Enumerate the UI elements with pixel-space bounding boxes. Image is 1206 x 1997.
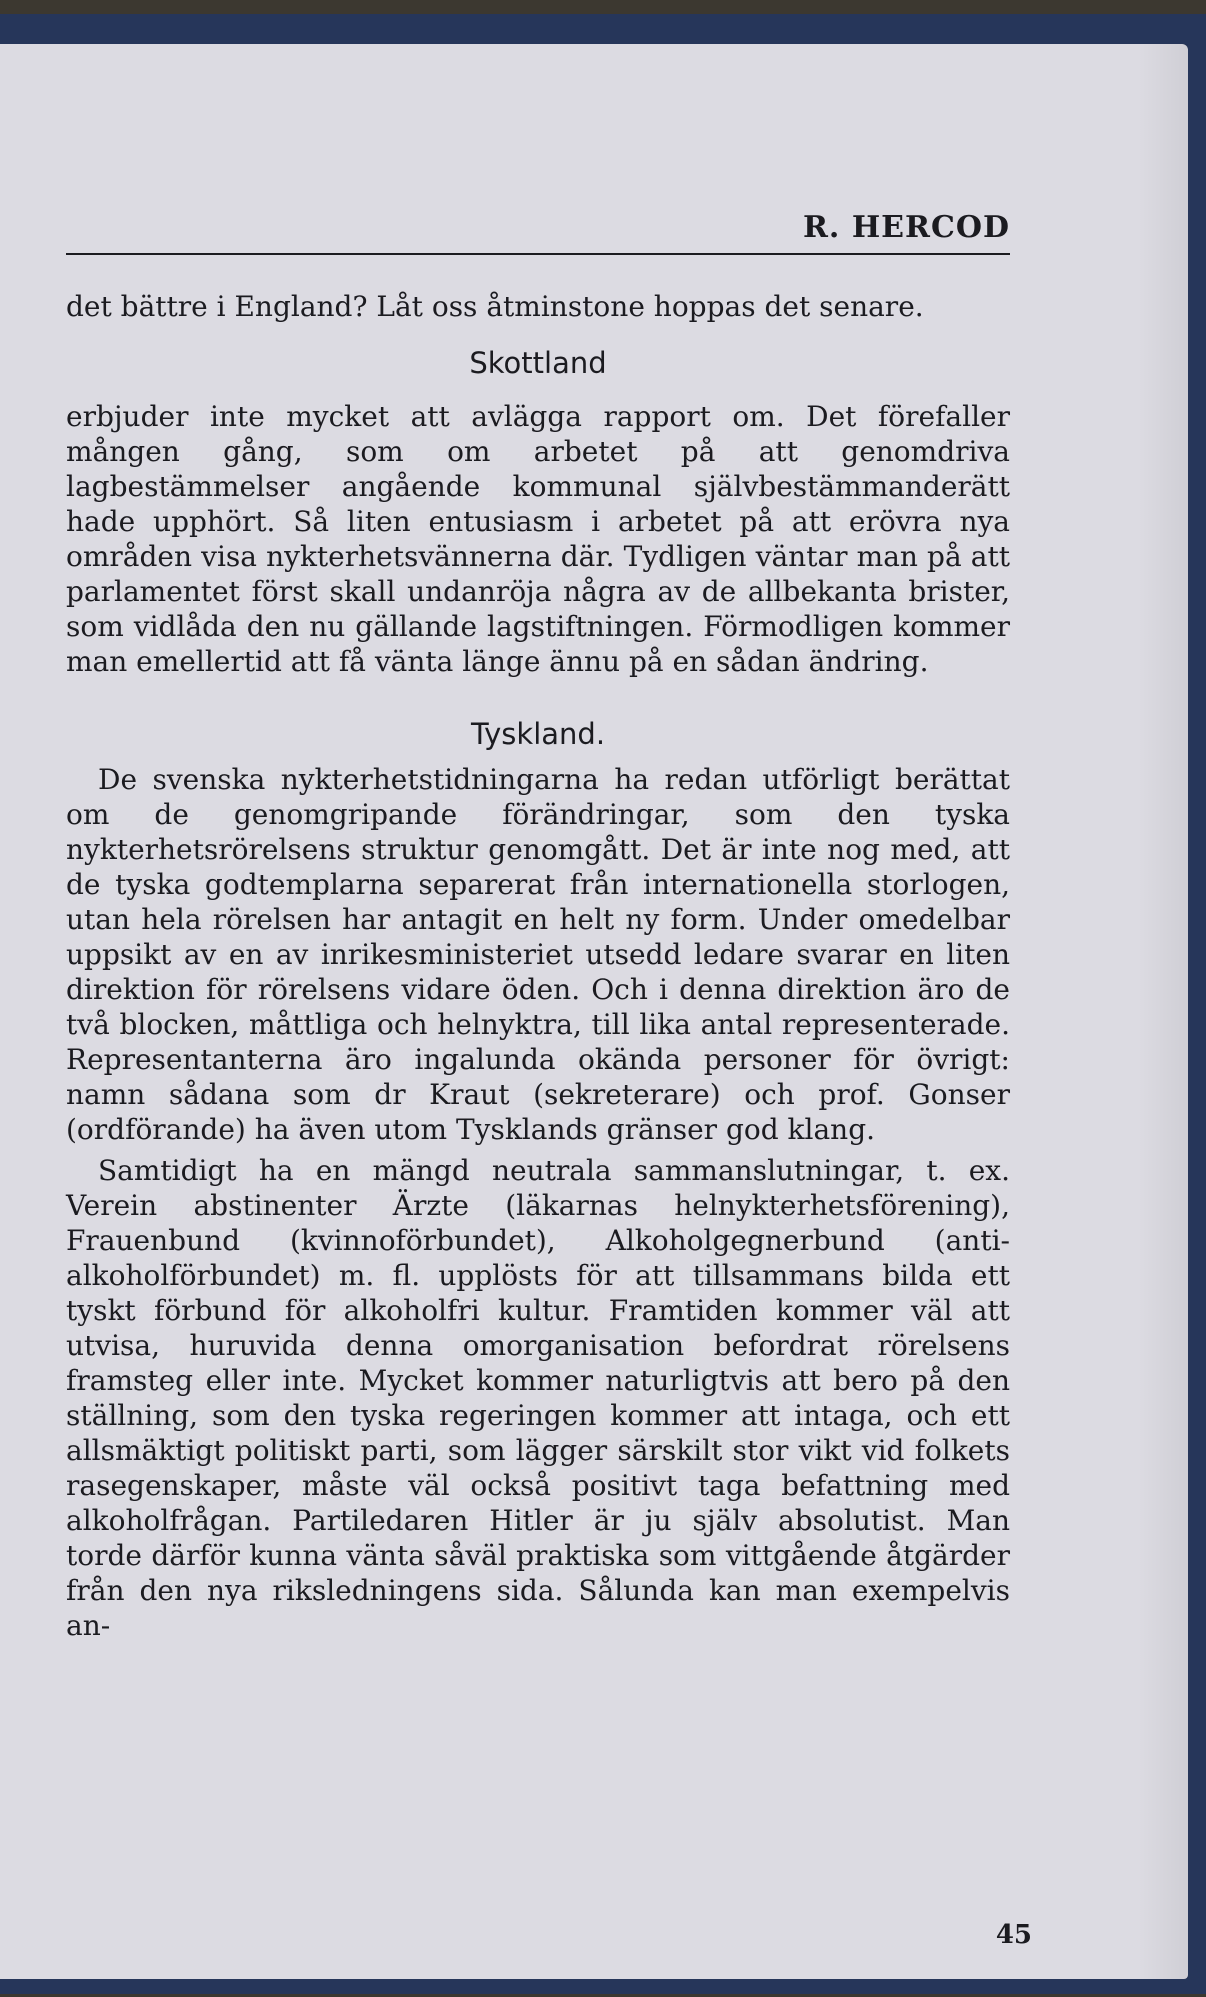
tyskland-paragraph-2: Samtidigt ha en mängd neutrala sammanslutningar, t. ex. Verein abstinenter Ärzte (läkarnas helnykterhetsförening), Frauenbund (kvinnoförbundet), Alkoholgegnerbund (anti-alkoholförbundet) m. fl. upplösts för att tillsammans bilda ett tyskt förbund för alkoholfri kultur. Framtiden kommer väl att utvisa, huruvida denna omorganisation befordrat rörelsens framsteg eller inte. Mycket kommer naturligtvis att bero på den ställning, som den tyska regeringen kommer att intaga, och ett allsmäktigt politiskt parti, som lägger särskilt stor vikt vid folkets rasegenskaper, måste väl också positivt taga befattning med alkoholfrågan. Partiledaren Hitler är ju själv absolutist. Man torde därför kunna vänta såväl praktiska som vittgående åtgärder från den nya riksledningens sida. Sålunda kan man exempelvis an- bbox=[66, 1154, 1010, 1642]
header-rule bbox=[66, 253, 1010, 255]
page-content bbox=[66, 289, 1010, 1643]
skottland-paragraph: erbjuder inte mycket att avlägga rapport om. Det förefaller mången gång, som om arbetet på att genomdriva lagbestämmelser angående kommunal självbestämmanderätt hade upphört. Så liten entusiasm i arbetet på att erövra nya områden visa nykterhetsvännerna där. Tydligen väntar man på att parlamentet först skall undanröja några av de allbekanta brister, som vidlåda den nu gällande lagstiftningen. Förmodligen kommer man emellertid att få vänta länge ännu på en sådan ändring. bbox=[66, 400, 1010, 678]
running-head: R. HERCOD bbox=[803, 210, 1010, 245]
intro-paragraph: det bättre i England? Låt oss åtminstone hoppas det senare. bbox=[66, 290, 924, 323]
book-page bbox=[0, 44, 1188, 1979]
section-heading-tyskland: Tyskland. bbox=[470, 717, 606, 751]
section-heading-skottland: Skottland bbox=[469, 346, 607, 380]
page-number: 45 bbox=[995, 1920, 1032, 1950]
tyskland-paragraph-1: De svenska nykterhetstidningarna ha redan utförligt berättat om de genomgripande förändringar, som den tyska nykterhetsrörelsens struktur genomgått. Det är inte nog med, att de tyska godtemplarna separerat från internationella storlogen, utan hela rörelsen har antagit en helt ny form. Under omedelbar uppsikt av en av inrikesministeriet utsedd ledare svarar en liten direktion för rörelsens vidare öden. Och i denna direktion äro de två blocken, måttliga och helnyktra, till lika antal representerade. Representanterna äro ingalunda okända personer för övrigt: namn sådana som dr Kraut (sekreterare) och prof. Gonser (ordförande) ha även utom Tysklands gränser god klang. bbox=[66, 763, 1010, 1146]
